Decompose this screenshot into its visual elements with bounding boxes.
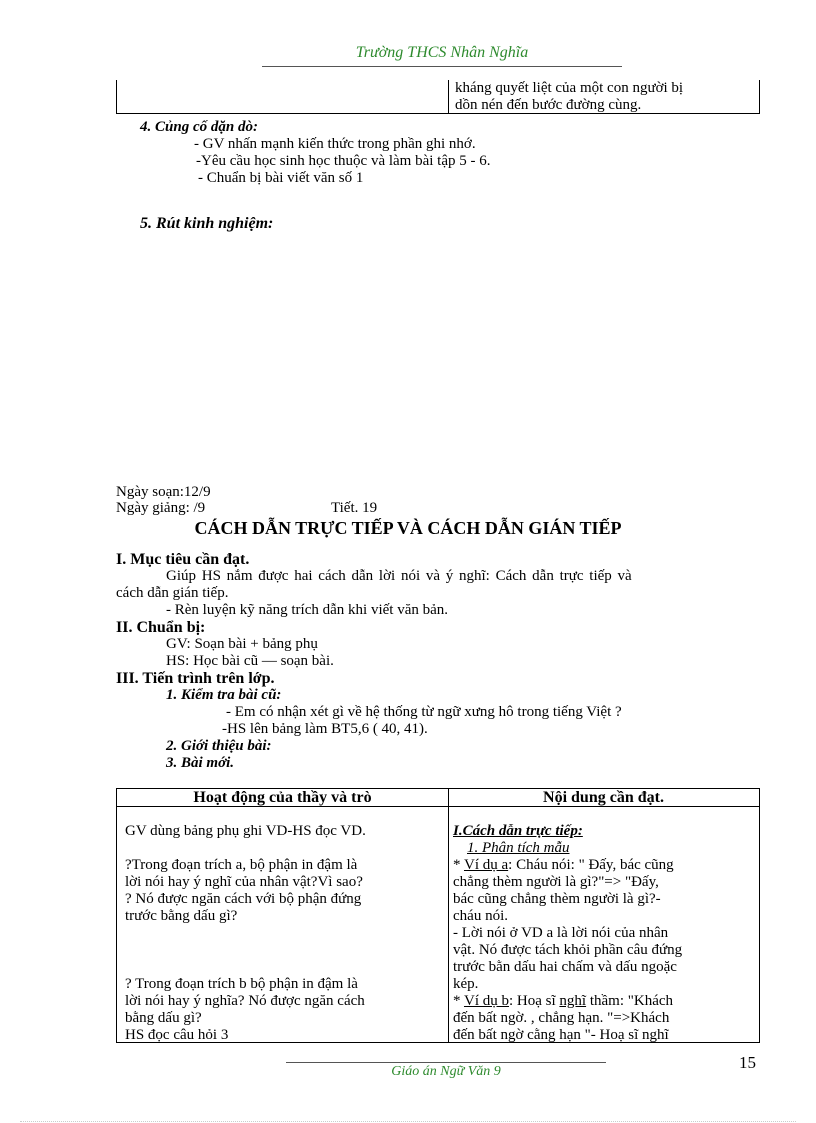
table-cell-right — [455, 80, 755, 114]
column-header-content: Nội dung cần đạt. — [543, 789, 664, 806]
content-line: đến bất ngờ. , chẳng hạn. "=>Khách — [453, 1010, 670, 1026]
content-line: - Lời nói ở VD a là lời nói của nhân — [453, 925, 669, 941]
table-line: dồn nén đến bước đường cùng. — [455, 97, 642, 113]
content-subheading: 1. Phân tích mẫu — [467, 840, 570, 856]
activities-column — [125, 823, 443, 1044]
objectives-text: Giúp HS nắm được hai cách dẫn lời nói và ý nghĩ: Cách dẫn trực tiếp và — [166, 568, 632, 584]
section4-heading: 4. Củng cố dặn dò: — [140, 119, 258, 135]
section5-heading: 5. Rút kinh nghiệm: — [140, 215, 274, 232]
activity-line: trước bằng dấu gì? — [125, 908, 238, 924]
content-line: trước bằn dấu hai chấm và dấu ngoặc — [453, 959, 677, 975]
objectives-heading: I. Mục tiêu cần đạt. — [116, 551, 250, 568]
footer-rule — [286, 1062, 606, 1063]
objectives-skill: - Rèn luyện kỹ năng trích dẫn khi viết văn bản. — [166, 602, 449, 618]
preparation-heading: II. Chuẩn bị: — [116, 619, 206, 636]
activity-line: HS đọc câu hỏi 3 — [125, 1027, 229, 1043]
table-line: kháng quyết liệt của một con người bị — [455, 80, 684, 96]
procedure-exercise: -HS lên bảng làm BT5,6 ( 40, 41). — [222, 721, 428, 737]
table-divider — [448, 80, 449, 113]
procedure-question: - Em có nhận xét gì về hệ thống từ ngữ xưng hô trong tiếng Việt ? — [226, 704, 622, 720]
page-number: 15 — [739, 1053, 756, 1072]
content-line: * Ví dụ b: Hoạ sĩ nghĩ thầm: "Khách — [453, 993, 674, 1009]
footer-book-title: Giáo án Ngữ Văn 9 — [391, 1064, 501, 1079]
date-teach: Ngày giảng: /9 — [116, 500, 206, 516]
activity-line: bằng dấu gì? — [125, 1010, 202, 1026]
objectives-text-cont: cách dẫn gián tiếp. — [116, 585, 229, 601]
page-edge — [20, 1121, 796, 1122]
content-column — [453, 823, 757, 1044]
content-line: bác cũng chẳng thèm người là gì?- — [453, 891, 661, 907]
activity-line: ? Trong đoạn trích b bộ phận in đậm là — [125, 976, 358, 992]
header-rule — [262, 66, 622, 67]
content-line: đến bất ngờ cằng hạn "- Hoạ sĩ nghĩ — [453, 1027, 669, 1043]
procedure-step1: 1. Kiểm tra bài cũ: — [166, 687, 282, 703]
section4-item: - GV nhấn mạnh kiến thức trong phần ghi nhớ. — [194, 136, 476, 152]
content-line: vật. Nó được tách khỏi phần câu đứng — [453, 942, 683, 958]
content-line: cháu nói. — [453, 908, 508, 924]
procedure-step2: 2. Giới thiệu bài: — [166, 738, 272, 754]
procedure-heading: III. Tiến trình trên lớp. — [116, 670, 275, 687]
activity-line: lời nói hay ý nghĩa? Nó được ngăn cách — [125, 993, 365, 1009]
date-prepare: Ngày soạn:12/9 — [116, 484, 211, 500]
activity-line: lời nói hay ý nghĩ của nhân vật?Vì sao? — [125, 874, 363, 890]
activity-table — [116, 788, 760, 1043]
activity-line: ? Nó được ngăn cách với bộ phận đứng — [125, 891, 362, 907]
table-column-divider — [448, 789, 449, 1042]
content-line: chẳng thèm người là gì?"=> "Đấy, — [453, 874, 659, 890]
continued-table — [116, 80, 760, 114]
content-line: kép. — [453, 976, 479, 992]
column-header-activities: Hoạt động của thầy và trò — [193, 789, 372, 806]
activity-line: GV dùng bảng phụ ghi VD-HS đọc VD. — [125, 823, 366, 839]
header-school-name: Trường THCS Nhân Nghĩa — [355, 44, 529, 61]
period-number: Tiết. 19 — [331, 500, 378, 516]
content-heading: I.Cách dẫn trực tiếp: — [453, 823, 583, 839]
preparation-teacher: GV: Soạn bài + bảng phụ — [166, 636, 318, 652]
procedure-step3: 3. Bài mới. — [166, 755, 235, 771]
content-line: * Ví dụ a: Cháu nói: " Đấy, bác cũng — [453, 857, 674, 873]
section4-item: - Chuẩn bị bài viết văn số 1 — [198, 170, 364, 186]
activity-line: ?Trong đoạn trích a, bộ phận in đậm là — [125, 857, 358, 873]
lesson-title: CÁCH DẪN TRỰC TIẾP VÀ CÁCH DẪN GIÁN TIẾP — [194, 518, 622, 538]
preparation-student: HS: Học bài cũ — soạn bài. — [166, 653, 334, 669]
section4-item: -Yêu cầu học sinh học thuộc và làm bài tập 5 - 6. — [196, 153, 491, 169]
